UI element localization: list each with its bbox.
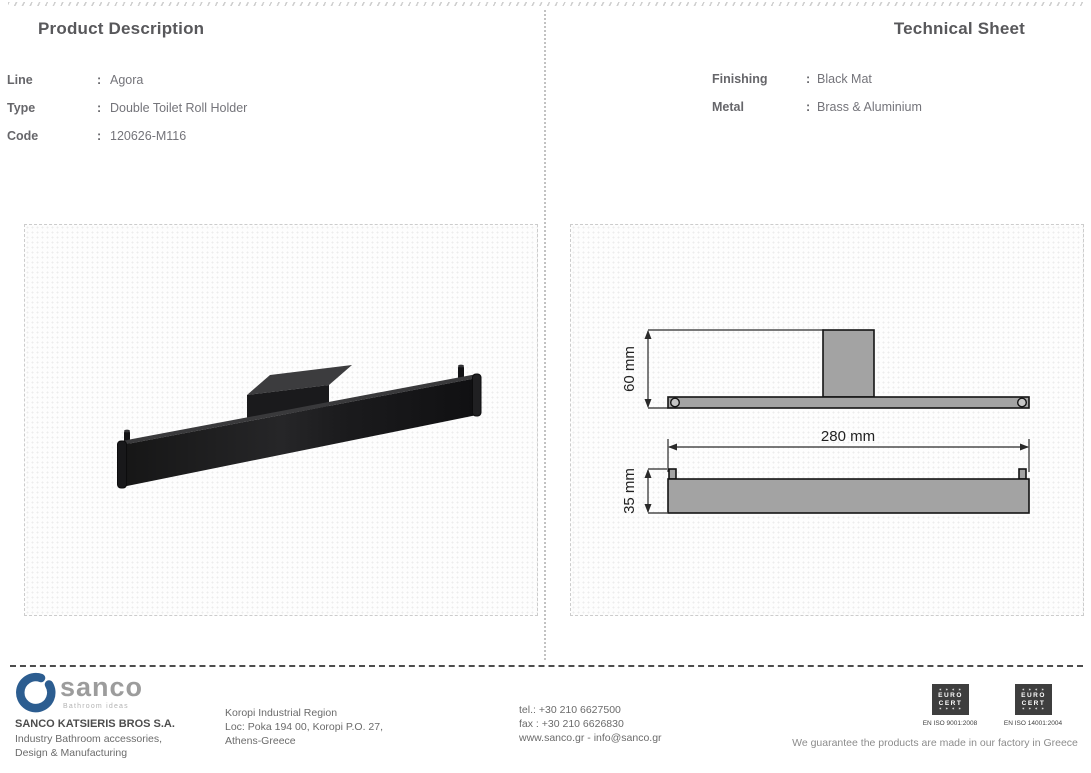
type-separator: :: [97, 101, 102, 115]
badge-word-cert: CERT: [1021, 699, 1046, 707]
iso14001-caption: EN ISO 14001:2004: [1003, 720, 1063, 727]
left-end-cap: [118, 441, 127, 488]
dim-35mm-label: 35 mm: [621, 468, 638, 514]
brand-name: sanco: [60, 672, 144, 702]
iso9001-caption: EN ISO 9001:2008: [922, 720, 978, 727]
type-value: Double Toilet Roll Holder: [110, 101, 248, 115]
line-label: Line: [7, 73, 33, 87]
badge-word-euro: EURO: [1021, 692, 1046, 699]
top-view-mount-block: [823, 330, 874, 397]
badge-stars-top: ✶ ✶ ✶ ✶: [938, 687, 963, 692]
dim-280mm-label: 280 mm: [820, 428, 876, 445]
metal-value: Brass & Aluminium: [817, 100, 922, 114]
dim-60mm-label: 60 mm: [621, 346, 638, 392]
finishing-value: Black Mat: [817, 72, 872, 86]
company-name: SANCO KATSIERIS BROS S.A.: [15, 718, 175, 730]
top-view-bar: [668, 397, 1029, 408]
website-email: www.sanco.gr - info@sanco.gr: [519, 732, 662, 744]
footer-divider: [10, 665, 1083, 667]
eurocert-badge-iso9001: [932, 684, 969, 715]
technical-drawing-box: [570, 224, 1084, 616]
product-photo-rendering: [25, 225, 537, 615]
finishing-separator: :: [806, 72, 811, 86]
telephone: tel.: +30 210 6627500: [519, 704, 621, 716]
front-view-right-peg: [1019, 469, 1026, 479]
eurocert-badge-iso14001: [1015, 684, 1052, 715]
technical-drawing: [571, 225, 1083, 615]
address-region: Koropi Industrial Region: [225, 707, 338, 719]
product-description-title: Product Description: [38, 19, 205, 38]
sanco-logo-icon: [16, 671, 58, 715]
badge-word-cert: CERT: [938, 699, 963, 707]
top-view-right-peg: [1018, 398, 1027, 407]
brand-tagline: Bathroom ideas: [63, 703, 129, 710]
code-separator: :: [97, 129, 102, 143]
address-location: Loc: Poka 194 00, Koropi P.O. 27,: [225, 721, 383, 733]
company-activity-line2: Design & Manufacturing: [15, 747, 128, 759]
fax: fax : +30 210 6626830: [519, 718, 624, 730]
front-view-left-peg: [669, 469, 676, 479]
product-photo-box: [24, 224, 538, 616]
technical-sheet-title: Technical Sheet: [893, 19, 1025, 38]
metal-label: Metal: [712, 100, 744, 114]
guarantee-statement: We guarantee the products are made in our factory in Greece: [792, 737, 1078, 749]
address-city: Athens-Greece: [225, 735, 296, 747]
badge-stars-top: ✶ ✶ ✶ ✶: [1021, 687, 1046, 692]
finishing-label: Finishing: [712, 72, 768, 86]
top-hatched-border: [8, 2, 1083, 6]
front-view-bar: [668, 479, 1029, 513]
metal-separator: :: [806, 100, 811, 114]
line-value: Agora: [110, 73, 144, 87]
right-end-cap: [473, 374, 482, 416]
badge-stars-bottom: ✶ ✶ ✶ ✶: [938, 706, 963, 711]
line-separator: :: [97, 73, 102, 87]
type-label: Type: [7, 101, 36, 115]
code-label: Code: [7, 129, 39, 143]
code-value: 120626-M116: [110, 129, 187, 143]
badge-stars-bottom: ✶ ✶ ✶ ✶: [1021, 706, 1046, 711]
top-view-left-peg: [671, 398, 680, 407]
company-activity-line1: Industry Bathroom accessories,: [15, 733, 163, 745]
vertical-dotted-divider: [544, 10, 546, 660]
badge-word-euro: EURO: [938, 692, 963, 699]
